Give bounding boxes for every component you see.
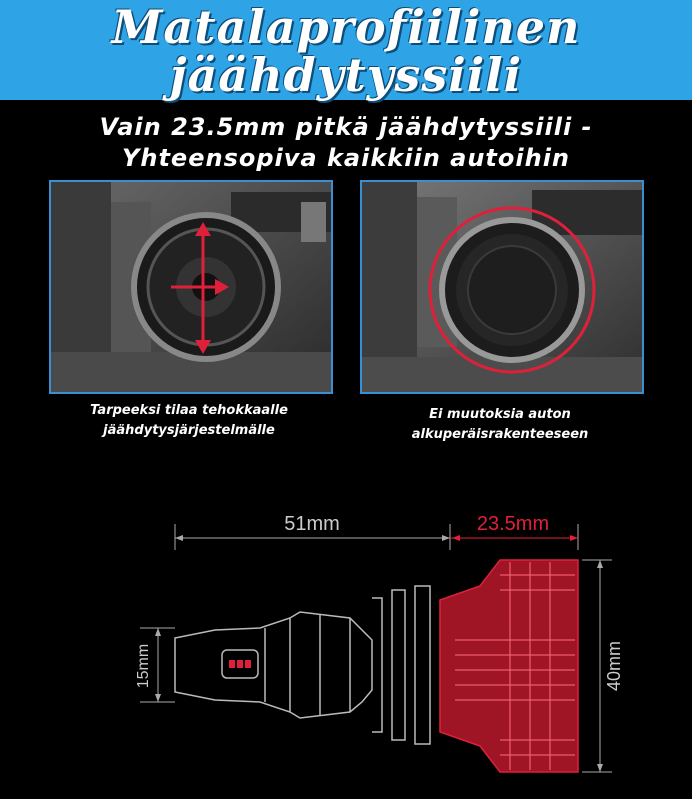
bulb-connector-pins bbox=[229, 660, 251, 668]
headlight-space-illustration bbox=[51, 182, 331, 392]
caption-left bbox=[44, 401, 334, 441]
photo-original-structure bbox=[360, 180, 644, 394]
caption-right bbox=[360, 405, 640, 445]
caption-left-line-2: jäähdytysjärjestelmälle bbox=[103, 423, 275, 438]
bulb-dimension-diagram bbox=[0, 490, 692, 799]
original-structure-illustration bbox=[362, 182, 642, 392]
photo-headlight-space bbox=[49, 180, 333, 394]
bulb-body bbox=[175, 586, 430, 744]
label-base-width: 15mm bbox=[135, 643, 152, 689]
title-line-2: jäähdytyssiili bbox=[169, 48, 523, 102]
subtitle-line-2: Yhteensopiva kaikkiin autoihin bbox=[121, 144, 571, 172]
caption-left-line-1: Tarpeeksi tilaa tehokkaalle bbox=[90, 403, 288, 418]
caption-right-line-1: Ei muutoksia auton bbox=[429, 407, 571, 422]
label-heatsink-length: 23.5mm bbox=[476, 513, 550, 535]
subtitle-line-1: Vain 23.5mm pitkä jäähdytyssiili - bbox=[99, 113, 593, 141]
caption-right-line-2: alkuperäisrakenteeseen bbox=[411, 427, 589, 442]
header-banner bbox=[0, 0, 692, 100]
label-height: 40mm bbox=[604, 640, 624, 692]
title-line-1: Matalaprofiilinen bbox=[111, 0, 581, 54]
label-total-length: 51mm bbox=[284, 513, 340, 535]
